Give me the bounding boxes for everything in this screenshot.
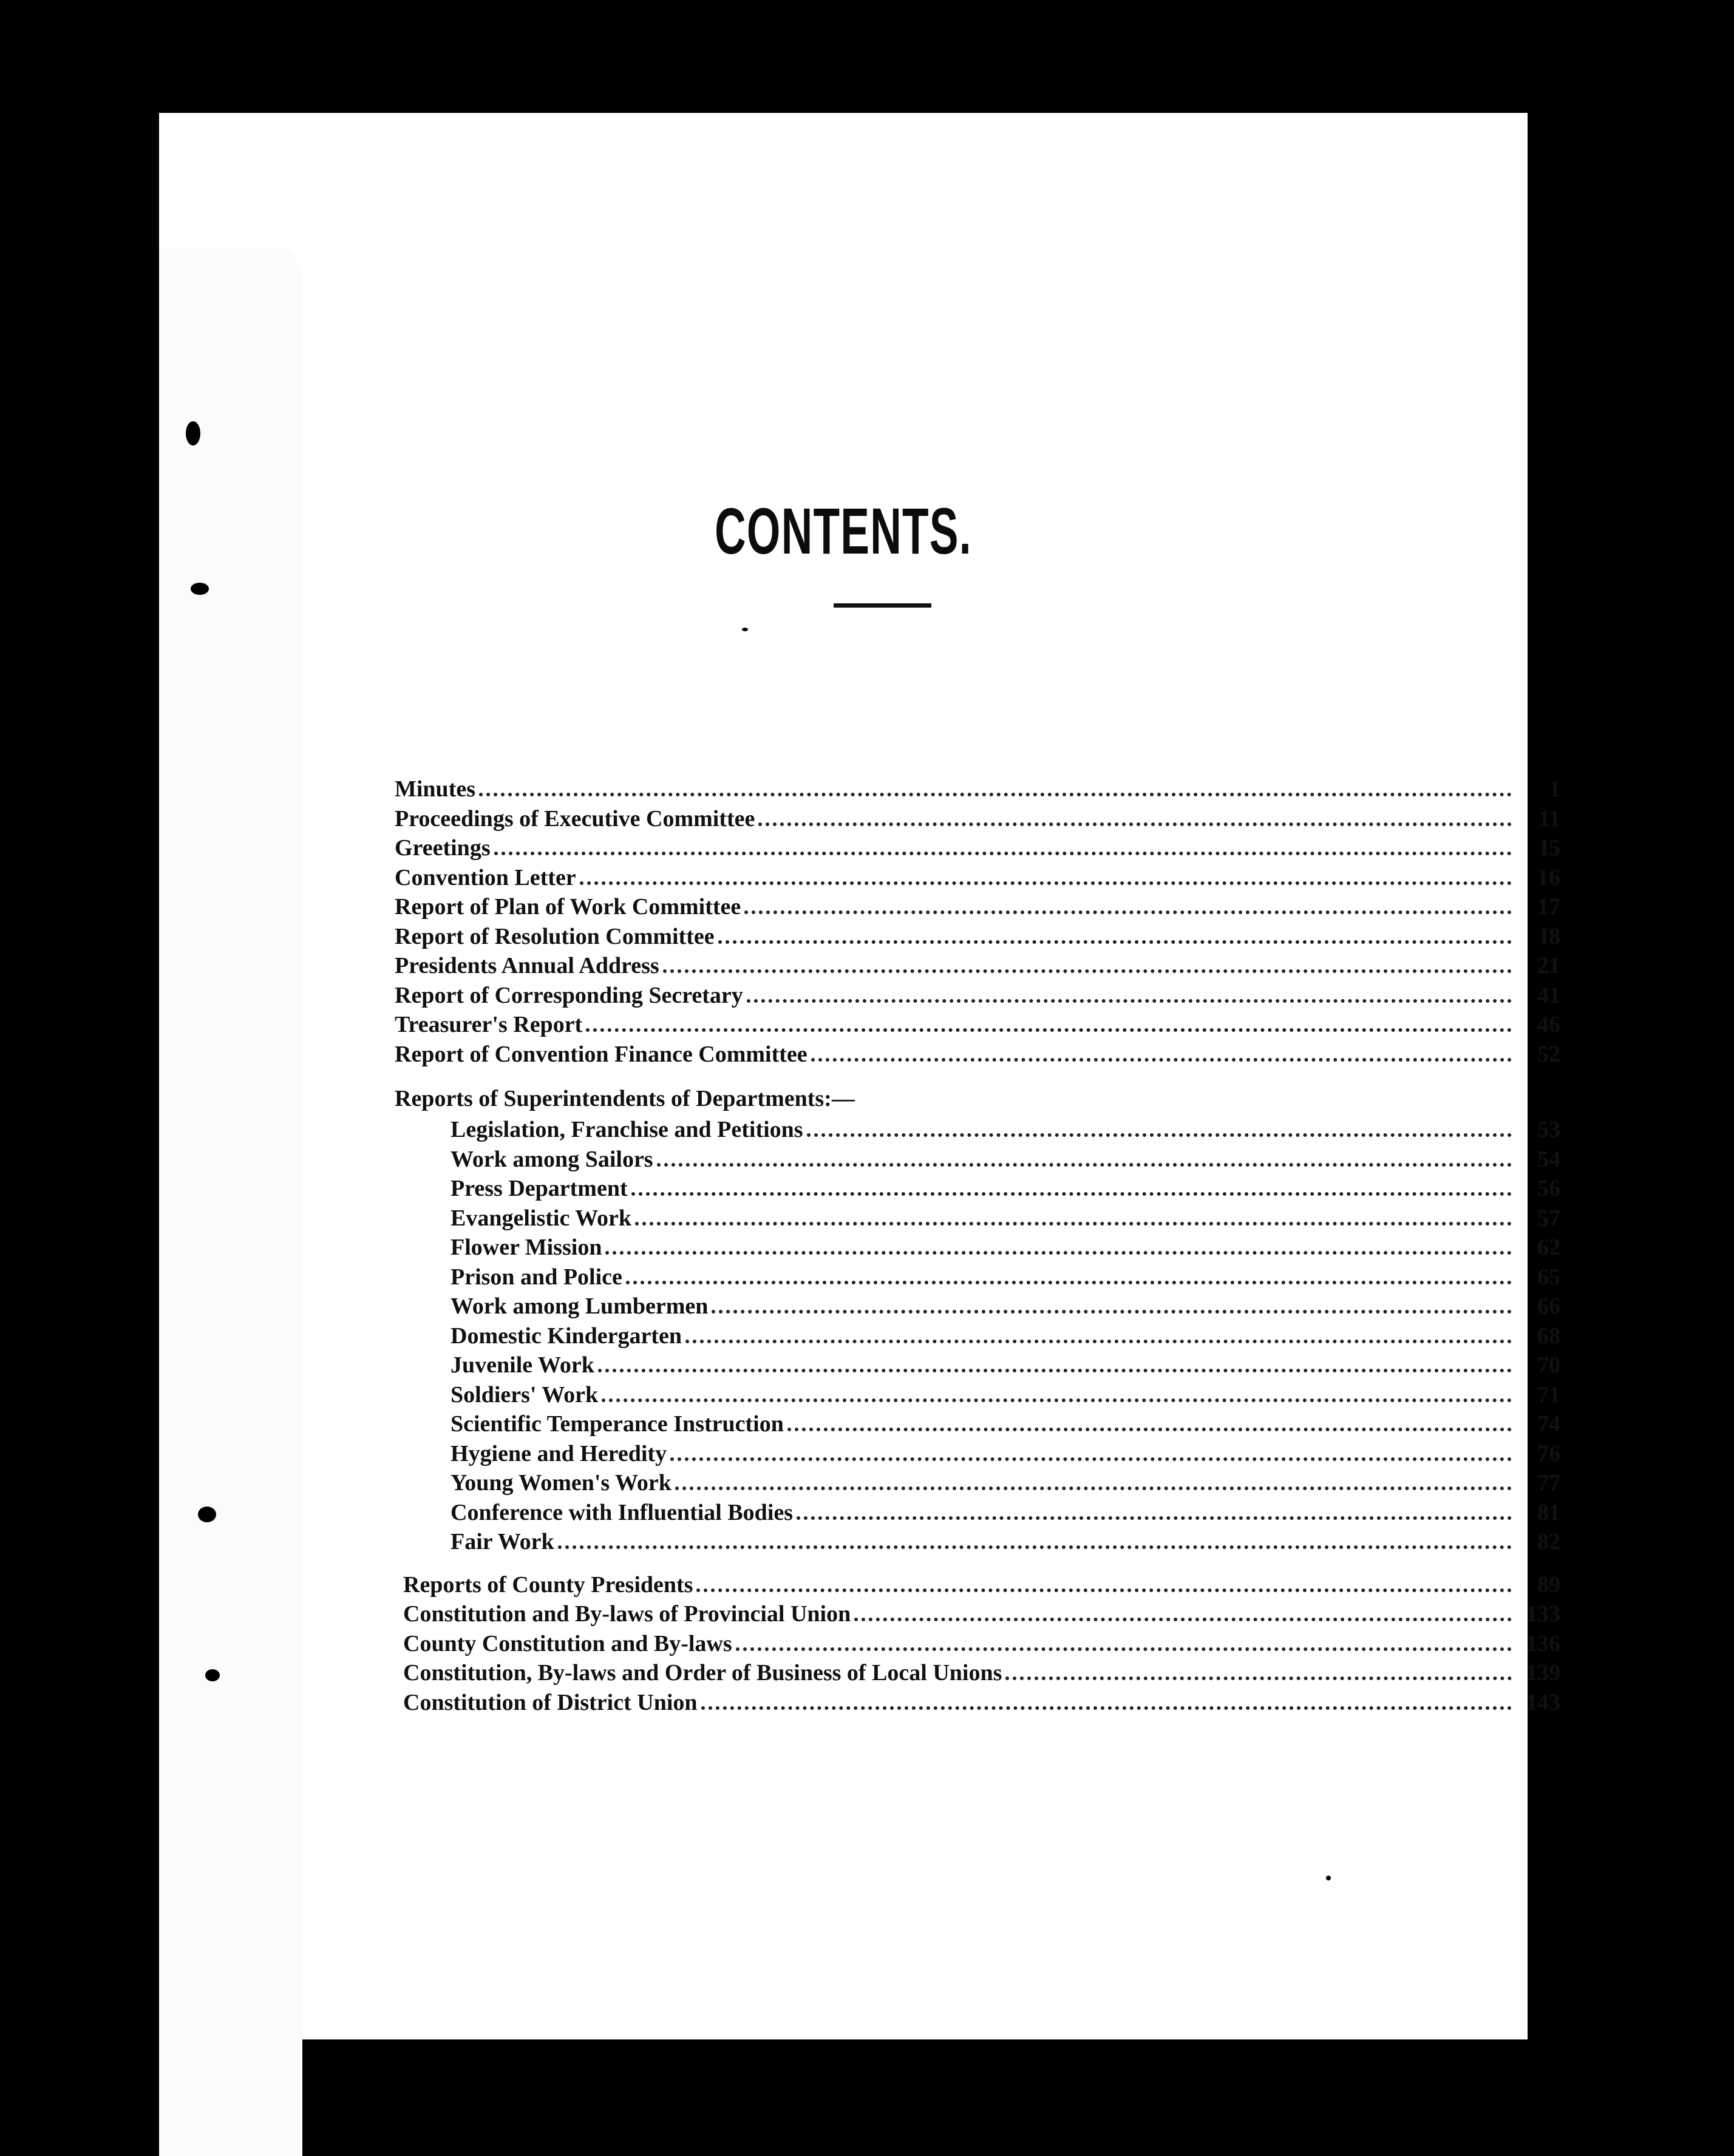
dot-leader: [598, 1369, 1512, 1372]
toc-entry-label: Proceedings of Executive Committee: [395, 805, 755, 832]
toc-entry-page-number: 76: [1537, 1440, 1560, 1466]
toc-entry-page-number: 68: [1537, 1323, 1560, 1349]
toc-entry-page-number: 65: [1537, 1264, 1560, 1290]
section-heading: Reports of Superintendents of Departments:—: [395, 1086, 855, 1111]
toc-entry: [395, 1292, 1560, 1321]
toc-entry-label: Convention Letter: [395, 864, 576, 890]
page-title: CONTENTS.: [715, 494, 972, 568]
toc-entry-label: Evangelistic Work: [450, 1205, 632, 1231]
toc-entry-label: Work among Sailors: [450, 1146, 653, 1172]
toc-entry: [403, 1629, 1560, 1659]
toc-entry-label: Report of Resolution Committee: [395, 923, 715, 949]
section-gap: [395, 1557, 1560, 1570]
toc-entry-label: Scientific Temperance Instruction: [450, 1411, 784, 1437]
toc-entry-page-number: 136: [1526, 1630, 1560, 1656]
toc-entry-page-number: 66: [1537, 1293, 1560, 1319]
toc-entry-page-number: 53: [1537, 1117, 1560, 1142]
ink-speck: [198, 1507, 216, 1522]
toc-entry: [395, 1174, 1560, 1204]
dot-leader: [479, 793, 1512, 796]
toc-entry: [395, 1527, 1560, 1557]
dot-leader: [580, 881, 1512, 885]
toc-entry-page-number: 11: [1538, 805, 1560, 832]
toc-entry: [395, 804, 1560, 834]
toc-entry: [395, 892, 1560, 922]
toc-entry-page-number: I8: [1540, 923, 1560, 949]
toc-entry-label: Report of Plan of Work Committee: [395, 894, 741, 920]
toc-entry-label: Treasurer's Report: [395, 1012, 583, 1037]
dot-leader: [712, 1310, 1512, 1314]
dot-leader: [854, 1618, 1512, 1621]
dot-leader: [696, 1588, 1512, 1592]
toc-entry-label: Minutes: [395, 776, 475, 802]
toc-entry-page-number: 52: [1537, 1041, 1560, 1067]
dot-leader: [736, 1647, 1512, 1651]
title-rule: [834, 603, 931, 608]
toc-entry-label: Press Department: [450, 1176, 628, 1201]
toc-entry: [395, 1351, 1560, 1380]
dot-leader: [787, 1428, 1512, 1431]
contents-page: [159, 113, 1560, 2039]
dot-leader: [1005, 1676, 1512, 1680]
toc-entry-page-number: 54: [1537, 1146, 1560, 1172]
toc-entry: [395, 833, 1560, 863]
table-of-contents: [395, 775, 1560, 1717]
toc-entry-page-number: 70: [1537, 1352, 1560, 1378]
ink-speck: [109, 420, 125, 446]
dot-leader: [718, 940, 1512, 944]
ink-speck: [117, 581, 135, 591]
toc-entry: [395, 1145, 1560, 1175]
toc-entry: [395, 1409, 1560, 1439]
page-fold-shadow: [159, 248, 302, 2156]
toc-entry-page-number: 143: [1526, 1689, 1560, 1715]
toc-entry: [395, 1040, 1560, 1070]
toc-entry: [395, 1380, 1560, 1410]
toc-entry-page-number: 41: [1537, 982, 1560, 1008]
toc-entry-label: Flower Mission: [450, 1235, 602, 1260]
toc-entry: [395, 1321, 1560, 1351]
toc-section: [395, 1082, 1560, 1557]
toc-entry: [395, 1204, 1560, 1233]
toc-entry-label: Constitution, By-laws and Order of Business of Local Unions: [403, 1660, 1002, 1686]
dot-leader: [631, 1192, 1512, 1196]
toc-entry-page-number: 21: [1537, 953, 1560, 978]
dot-leader: [797, 1516, 1512, 1520]
toc-entry-label: Reports of County Presidents: [403, 1571, 693, 1598]
toc-entry-label: Young Women's Work: [450, 1470, 672, 1496]
dot-leader: [626, 1281, 1512, 1284]
toc-entry-label: Constitution and By-laws of Provincial Union: [403, 1601, 851, 1627]
toc-entry-label: Constitution of District Union: [403, 1689, 698, 1715]
toc-entry-page-number: 77: [1537, 1470, 1560, 1496]
toc-entry: [395, 863, 1560, 893]
dot-leader: [701, 1706, 1512, 1710]
toc-entry: [395, 1439, 1560, 1469]
toc-entry-label: Report of Convention Finance Committee: [395, 1041, 807, 1067]
toc-entry: [403, 1688, 1560, 1718]
toc-entry: [395, 951, 1560, 981]
toc-entry: [403, 1599, 1560, 1629]
toc-section: [403, 1570, 1560, 1718]
toc-entry: [403, 1658, 1560, 1688]
dot-leader: [807, 1133, 1512, 1137]
toc-entry: [395, 1263, 1560, 1292]
toc-entry: [395, 775, 1560, 804]
toc-entry: [395, 1233, 1560, 1263]
toc-entry-page-number: 74: [1537, 1411, 1560, 1437]
dot-leader: [675, 1486, 1512, 1490]
toc-entry-label: Domestic Kindergarten: [450, 1323, 682, 1349]
toc-entry-label: Soldiers' Work: [450, 1381, 599, 1408]
toc-entry-page-number: 81: [1537, 1499, 1560, 1525]
toc-entry: [395, 1115, 1560, 1145]
toc-entry-page-number: I5: [1540, 835, 1560, 861]
dot-leader: [744, 910, 1512, 914]
dot-leader: [602, 1398, 1512, 1402]
toc-entry-label: Hygiene and Heredity: [450, 1440, 667, 1466]
toc-entry: [403, 1570, 1560, 1600]
toc-entry-page-number: 71: [1537, 1381, 1560, 1408]
toc-entry-label: County Constitution and By-laws: [403, 1630, 732, 1656]
ink-speck: [186, 421, 200, 446]
toc-entry-label: Fair Work: [450, 1529, 554, 1554]
toc-entry-label: Conference with Influential Bodies: [450, 1499, 794, 1525]
toc-entry: [395, 1468, 1560, 1498]
dot-leader: [635, 1222, 1512, 1225]
toc-entry-page-number: 133: [1526, 1601, 1560, 1627]
ink-speck: [1326, 1876, 1331, 1880]
dot-leader: [494, 852, 1512, 855]
ink-speck: [121, 517, 130, 531]
ink-speck: [191, 583, 209, 595]
section-gap: [395, 1069, 1560, 1082]
toc-entry-label: Legislation, Franchise and Petitions: [450, 1117, 803, 1142]
toc-entry-label: Report of Corresponding Secretary: [395, 982, 743, 1008]
toc-entry: [395, 1498, 1560, 1528]
dot-leader: [811, 1058, 1512, 1062]
toc-entry: [395, 981, 1560, 1011]
toc-entry-page-number: 82: [1537, 1529, 1560, 1554]
toc-entry: [395, 922, 1560, 952]
dot-leader: [663, 969, 1512, 973]
toc-entry-page-number: 17: [1537, 894, 1560, 920]
dot-leader: [605, 1251, 1512, 1255]
toc-entry-page-number: 46: [1537, 1012, 1560, 1037]
toc-entry-page-number: 16: [1537, 864, 1560, 890]
dot-leader: [685, 1340, 1512, 1343]
toc-entry-page-number: 139: [1526, 1660, 1560, 1686]
toc-entry-label: Greetings: [395, 835, 491, 861]
toc-entry-page-number: 57: [1537, 1205, 1560, 1231]
dot-leader: [670, 1457, 1512, 1461]
toc-entry-label: Prison and Police: [450, 1264, 622, 1290]
toc-entry-page-number: 1: [1549, 776, 1560, 802]
toc-entry-page-number: 56: [1537, 1176, 1560, 1201]
ink-speck: [124, 1667, 140, 1683]
ink-speck: [205, 1669, 220, 1681]
ink-speck: [742, 628, 748, 631]
toc-entry: [395, 1010, 1560, 1040]
toc-entry-label: Work among Lumbermen: [450, 1293, 709, 1319]
ink-speck: [123, 1503, 141, 1519]
toc-entry-page-number: 62: [1537, 1235, 1560, 1260]
dot-leader: [657, 1163, 1512, 1167]
dot-leader: [558, 1545, 1512, 1549]
toc-entry-page-number: 89: [1537, 1571, 1560, 1598]
toc-section: [395, 775, 1560, 1069]
toc-entry-label: Juvenile Work: [450, 1352, 594, 1378]
dot-leader: [758, 822, 1512, 826]
toc-entry-label: Presidents Annual Address: [395, 953, 659, 978]
dot-leader: [747, 999, 1512, 1003]
dot-leader: [586, 1028, 1512, 1032]
